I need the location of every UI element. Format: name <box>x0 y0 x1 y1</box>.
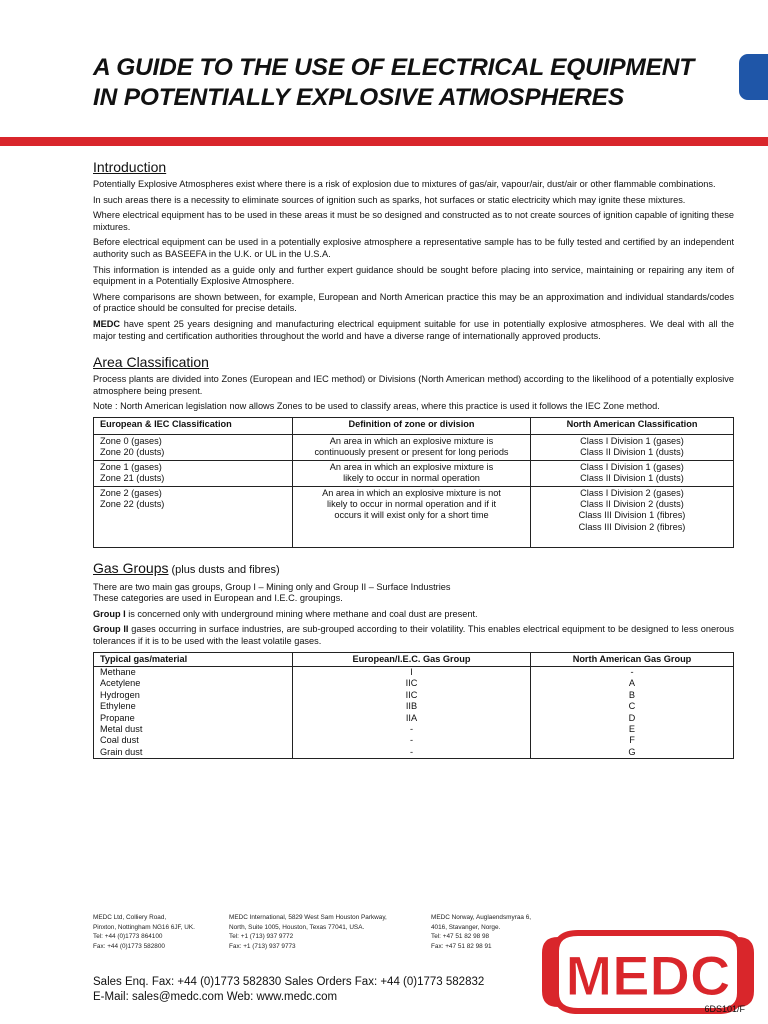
table-row <box>94 735 734 746</box>
north-american-cell <box>531 434 734 460</box>
email-web-line: E-Mail: sales@medc.com Web: www.medc.com <box>93 990 338 1003</box>
table-row <box>94 713 734 724</box>
european-group-cell: IIC <box>293 690 531 701</box>
cell-line: Zone 2 (gases) <box>100 487 162 498</box>
blue-section-tab <box>739 54 768 100</box>
definition-cell <box>293 486 531 547</box>
address-line: MEDC Norway, Auglaendsmyraa 6, <box>431 914 532 921</box>
european-group-cell: IIB <box>293 701 531 712</box>
gas-paragraph-3 <box>93 609 734 621</box>
cell-line: Zone 22 (dusts) <box>100 498 165 509</box>
cell-line: Class II Division 2 (dusts) <box>580 498 684 509</box>
address-line: Pinxton, Nottingham NG16 6JF, UK. <box>93 923 195 931</box>
gas-material-cell: Methane <box>94 666 293 678</box>
cell-line: An area in which an explosive mixture is not <box>322 487 501 498</box>
address-line: MEDC Ltd, Colliery Road, <box>93 914 167 921</box>
gas-material-cell: Grain dust <box>94 747 293 759</box>
area-paragraph-1: Process plants are divided into Zones (European and IEC method) or Divisions (North American method) according to the likelihood of a potentially explosive atmosphere being present. <box>93 374 734 396</box>
north-american-group-cell: B <box>531 690 734 701</box>
column-header: North American Gas Group <box>531 652 734 666</box>
table-row <box>94 486 734 547</box>
medc-bold: MEDC <box>93 318 121 329</box>
introduction-heading: Introduction <box>93 159 167 175</box>
table-row <box>94 460 734 486</box>
gas-paragraph-4 <box>93 624 734 647</box>
cell-line: Zone 21 (dusts) <box>100 473 165 484</box>
gas-paragraph-2: These categories are used in European and I.E.C. groupings. <box>93 593 343 604</box>
cell-line: likely to occur in normal operation and if it <box>326 498 497 509</box>
logo-text: MEDC <box>565 944 731 1007</box>
intro-paragraph-4: Before electrical equipment can be used in a potentially explosive atmosphere a representative sample has to be fully tested and certified by an independent authority such as BASEEFA in the U.K. or UL in the U.S.A. <box>93 237 734 259</box>
main-content <box>93 157 734 767</box>
title-line-2: IN POTENTIALLY EXPLOSIVE ATMOSPHERES <box>93 84 624 111</box>
european-group-cell: - <box>293 724 531 735</box>
north-american-group-cell: E <box>531 724 734 735</box>
column-header: European & IEC Classification <box>94 417 293 434</box>
table-row <box>94 747 734 759</box>
group-i-bold: Group I <box>93 608 126 619</box>
intro-paragraph-5: This information is intended as a guide only and further expert guidance should be sought before placing into service, maintaining or repairing any item of equipment in a Potentially Explosive Atmosphere. <box>93 264 734 287</box>
cell-line: An area in which an explosive mixture is <box>329 435 494 446</box>
cell-line: Class I Division 1 (gases) <box>580 435 684 446</box>
table-row <box>94 701 734 712</box>
area-classification-heading: Area Classification <box>93 354 209 371</box>
zone-cell <box>94 460 293 486</box>
document-title <box>93 53 733 113</box>
group-ii-bold: Group II <box>93 624 129 635</box>
fax-line: Sales Enq. Fax: +44 (0)1773 582830 Sales Orders Fax: +44 (0)1773 582832 <box>93 976 485 988</box>
title-line-1: A GUIDE TO THE USE OF ELECTRICAL EQUIPMENT <box>93 54 694 81</box>
address-line: Fax: +44 (0)1773 582800 <box>93 942 165 950</box>
cell-line: Zone 1 (gases) <box>100 461 162 472</box>
gas-groups-heading <box>93 558 734 580</box>
north-american-group-cell: D <box>531 713 734 724</box>
table-row <box>94 666 734 678</box>
norway-address <box>431 913 531 951</box>
european-group-cell: IIC <box>293 678 531 689</box>
cell-line: likely to occur in normal operation <box>343 473 480 484</box>
cell-line: Class II Division 1 (dusts) <box>580 447 684 458</box>
cell-line: continuously present or present for long periods <box>314 447 509 458</box>
gas-material-cell: Hydrogen <box>94 690 293 701</box>
table-row <box>94 724 734 735</box>
cell-line: Class II Division 1 (dusts) <box>580 473 684 484</box>
north-american-group-cell: C <box>531 701 734 712</box>
intro-paragraph-7 <box>93 319 734 342</box>
gas-groups-title: Gas Groups <box>93 559 169 576</box>
table-row <box>94 434 734 460</box>
definition-cell <box>293 434 531 460</box>
definition-cell <box>293 460 531 486</box>
gas-material-cell: Metal dust <box>94 724 293 735</box>
intro-paragraph-2: In such areas there is a necessity to eliminate sources of ignition such as sparks, hot surfaces or static electricity which may ignite these mixtures. <box>93 194 686 205</box>
gas-p3-text: is concerned only with underground mining where methane and coal dust are present. <box>125 608 478 619</box>
area-paragraph-2: Note : North American legislation now allows Zones to be used to classify areas, where this practice is used it follows the IEC Zone method. <box>93 401 660 412</box>
north-american-group-cell: - <box>531 666 734 678</box>
document-code: 6DS101/F <box>704 1004 745 1014</box>
table-header-row <box>94 417 734 434</box>
column-header: North American Classification <box>531 417 734 434</box>
cell-line: occurs it will exist only for a short time <box>334 510 489 521</box>
gas-groups-subtitle: (plus dusts and fibres) <box>171 563 280 576</box>
cell-line: Zone 20 (dusts) <box>100 447 165 458</box>
usa-address <box>229 913 387 951</box>
table-row <box>94 690 734 701</box>
address-line: Tel: +47 51 82 98 98 <box>431 933 490 941</box>
cell-line: Class III Division 1 (fibres) <box>578 510 686 521</box>
intro-p7-text: have spent 25 years designing and manufacturing electrical equipment suitable for use in potentially explosive atmospheres. We deal with all the major testing and certification authorities throughout the world and have a diverse range of internationally approved products. <box>93 318 734 341</box>
introduction-section <box>93 157 734 342</box>
european-group-cell: I <box>293 666 531 678</box>
gas-material-cell: Coal dust <box>94 735 293 746</box>
cell-line: Zone 0 (gases) <box>100 435 162 446</box>
cell-line: Class I Division 1 (gases) <box>580 461 684 472</box>
uk-address <box>93 913 195 951</box>
column-header: Definition of zone or division <box>293 417 531 434</box>
address-line: North, Suite 1005, Houston, Texas 77041, USA. <box>229 923 365 931</box>
zone-cell <box>94 434 293 460</box>
area-classification-table <box>93 417 734 548</box>
table-header-row <box>94 652 734 666</box>
north-american-group-cell: G <box>531 747 734 759</box>
cell-line: Class III Division 2 (fibres) <box>578 521 686 532</box>
gas-paragraph-1: There are two main gas groups, Group I – Mining only and Group II – Surface Industries <box>93 581 451 592</box>
intro-paragraph-3: Where electrical equipment has to be used in these areas it must be so designed and constructed as to not create sources of ignition capable of igniting these mixtures. <box>93 210 734 232</box>
gas-material-cell: Acetylene <box>94 678 293 689</box>
cell-line: An area in which an explosive mixture is <box>329 461 494 472</box>
address-line: Tel: +44 (0)1773 864100 <box>93 933 163 941</box>
gas-material-cell: Propane <box>94 713 293 724</box>
european-group-cell: IIA <box>293 713 531 724</box>
address-line: Tel: +1 (713) 937 9772 <box>229 933 294 941</box>
north-american-cell <box>531 460 734 486</box>
address-line: Fax: +1 (713) 937 9773 <box>229 942 296 950</box>
north-american-group-cell: F <box>531 735 734 746</box>
gas-groups-section <box>93 558 734 760</box>
address-line: Fax: +47 51 82 98 91 <box>431 942 492 950</box>
column-header: European/I.E.C. Gas Group <box>293 652 531 666</box>
address-line: MEDC International, 5829 West Sam Houston Parkway, <box>229 914 387 921</box>
north-american-group-cell: A <box>531 678 734 689</box>
intro-paragraph-1: Potentially Explosive Atmospheres exist where there is a risk of explosion due to mixtures of gas/air, vapour/air, dust/air or other flammable combinations. <box>93 179 716 189</box>
gas-material-cell: Ethylene <box>94 701 293 712</box>
north-american-cell <box>531 486 734 547</box>
gas-p4-text: gases occurring in surface industries, are sub-grouped according to their volatility. This enables electrical equipment to be designed to less onerous tolerances if it is to be used with the least volatile gases. <box>93 624 734 646</box>
red-divider-bar <box>0 137 768 146</box>
table-row <box>94 678 734 689</box>
column-header: Typical gas/material <box>94 652 293 666</box>
european-group-cell: - <box>293 735 531 746</box>
address-line: 4016, Stavanger, Norge. <box>431 923 501 931</box>
contact-info <box>93 975 484 1004</box>
cell-line: Class I Division 2 (gases) <box>580 487 684 498</box>
european-group-cell: - <box>293 747 531 759</box>
gas-groups-table <box>93 652 734 760</box>
zone-cell <box>94 486 293 547</box>
area-classification-section <box>93 352 734 547</box>
intro-paragraph-6: Where comparisons are shown between, for example, European and North American practice this may be an approximation and individual standards/codes of practice should be consulted for precise details. <box>93 291 734 314</box>
